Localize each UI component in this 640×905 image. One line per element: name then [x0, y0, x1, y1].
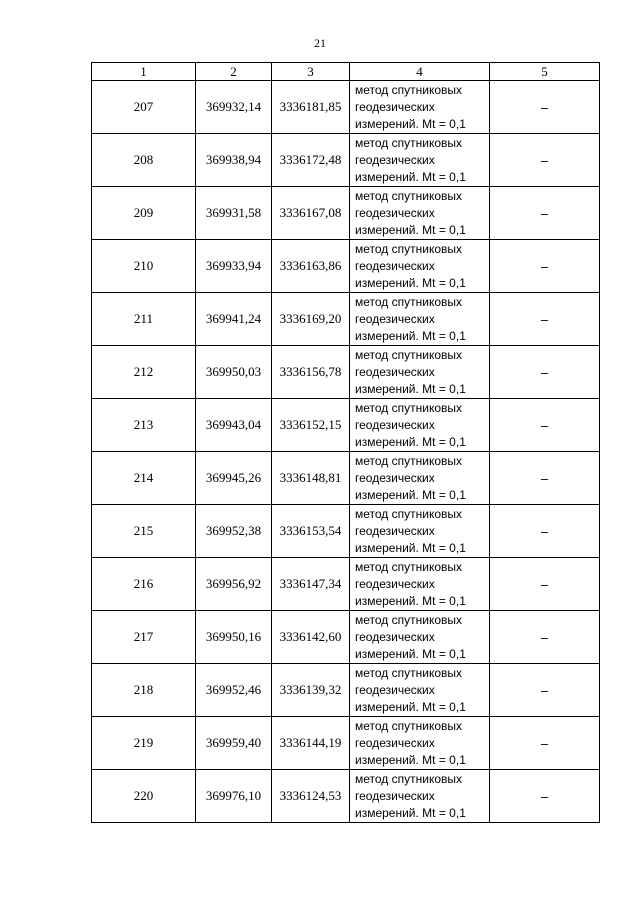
table-row [92, 293, 600, 346]
page-number: 21 [314, 36, 326, 50]
cell-point: 214 [92, 452, 196, 505]
cell-point: 218 [92, 664, 196, 717]
cell-note: – [490, 664, 600, 717]
cell-y-coordinate: 3336169,20 [272, 293, 350, 346]
cell-method: метод спутниковых геодезических измерений. Mt = 0,1 [350, 611, 490, 664]
header-cell-point: 1 [92, 63, 196, 81]
cell-method: метод спутниковых геодезических измерений. Mt = 0,1 [350, 134, 490, 187]
table-row [92, 240, 600, 293]
cell-method: метод спутниковых геодезических измерений. Mt = 0,1 [350, 717, 490, 770]
cell-x-coordinate: 369950,03 [196, 346, 272, 399]
cell-x-coordinate: 369933,94 [196, 240, 272, 293]
cell-y-coordinate: 3336124,53 [272, 770, 350, 823]
cell-y-coordinate: 3336156,78 [272, 346, 350, 399]
cell-method: метод спутниковых геодезических измерений. Mt = 0,1 [350, 187, 490, 240]
cell-point: 215 [92, 505, 196, 558]
table-row [92, 187, 600, 240]
cell-note: – [490, 293, 600, 346]
table-row [92, 399, 600, 452]
cell-x-coordinate: 369943,04 [196, 399, 272, 452]
cell-point: 209 [92, 187, 196, 240]
cell-y-coordinate: 3336147,34 [272, 558, 350, 611]
cell-point: 212 [92, 346, 196, 399]
cell-method: метод спутниковых геодезических измерений. Mt = 0,1 [350, 770, 490, 823]
cell-x-coordinate: 369952,46 [196, 664, 272, 717]
table-row [92, 346, 600, 399]
cell-y-coordinate: 3336167,08 [272, 187, 350, 240]
cell-method: метод спутниковых геодезических измерений. Mt = 0,1 [350, 664, 490, 717]
cell-note: – [490, 240, 600, 293]
cell-point: 216 [92, 558, 196, 611]
cell-note: – [490, 399, 600, 452]
table-row [92, 611, 600, 664]
cell-point: 208 [92, 134, 196, 187]
table-row [92, 664, 600, 717]
cell-point: 210 [92, 240, 196, 293]
cell-x-coordinate: 369950,16 [196, 611, 272, 664]
header-cell-y: 3 [272, 63, 350, 81]
cell-note: – [490, 505, 600, 558]
cell-x-coordinate: 369976,10 [196, 770, 272, 823]
cell-note: – [490, 134, 600, 187]
coordinates-table [91, 62, 600, 823]
cell-note: – [490, 770, 600, 823]
cell-note: – [490, 346, 600, 399]
cell-point: 211 [92, 293, 196, 346]
cell-point: 219 [92, 717, 196, 770]
cell-y-coordinate: 3336181,85 [272, 81, 350, 134]
cell-y-coordinate: 3336142,60 [272, 611, 350, 664]
cell-x-coordinate: 369932,14 [196, 81, 272, 134]
cell-x-coordinate: 369938,94 [196, 134, 272, 187]
cell-y-coordinate: 3336163,86 [272, 240, 350, 293]
cell-note: – [490, 81, 600, 134]
cell-y-coordinate: 3336152,15 [272, 399, 350, 452]
cell-method: метод спутниковых геодезических измерений. Mt = 0,1 [350, 346, 490, 399]
cell-note: – [490, 558, 600, 611]
cell-note: – [490, 717, 600, 770]
cell-y-coordinate: 3336148,81 [272, 452, 350, 505]
cell-y-coordinate: 3336153,54 [272, 505, 350, 558]
header-cell-x: 2 [196, 63, 272, 81]
cell-x-coordinate: 369956,92 [196, 558, 272, 611]
cell-point: 213 [92, 399, 196, 452]
table-header [92, 63, 600, 81]
cell-point: 207 [92, 81, 196, 134]
cell-method: метод спутниковых геодезических измерений. Mt = 0,1 [350, 293, 490, 346]
cell-method: метод спутниковых геодезических измерений. Mt = 0,1 [350, 452, 490, 505]
cell-point: 220 [92, 770, 196, 823]
cell-x-coordinate: 369945,26 [196, 452, 272, 505]
cell-method: метод спутниковых геодезических измерений. Mt = 0,1 [350, 399, 490, 452]
cell-x-coordinate: 369952,38 [196, 505, 272, 558]
table-row [92, 134, 600, 187]
cell-note: – [490, 611, 600, 664]
table-row [92, 558, 600, 611]
cell-y-coordinate: 3336172,48 [272, 134, 350, 187]
cell-x-coordinate: 369941,24 [196, 293, 272, 346]
table-row [92, 717, 600, 770]
cell-y-coordinate: 3336144,19 [272, 717, 350, 770]
table-row [92, 81, 600, 134]
cell-x-coordinate: 369959,40 [196, 717, 272, 770]
table-body [92, 81, 600, 823]
table-row [92, 452, 600, 505]
header-row [92, 63, 600, 81]
cell-method: метод спутниковых геодезических измерений. Mt = 0,1 [350, 505, 490, 558]
header-cell-note: 5 [490, 63, 600, 81]
cell-method: метод спутниковых геодезических измерений. Mt = 0,1 [350, 558, 490, 611]
cell-point: 217 [92, 611, 196, 664]
cell-note: – [490, 187, 600, 240]
table-row [92, 505, 600, 558]
cell-method: метод спутниковых геодезических измерений. Mt = 0,1 [350, 240, 490, 293]
cell-note: – [490, 452, 600, 505]
table-row [92, 770, 600, 823]
cell-method: метод спутниковых геодезических измерений. Mt = 0,1 [350, 81, 490, 134]
cell-y-coordinate: 3336139,32 [272, 664, 350, 717]
cell-x-coordinate: 369931,58 [196, 187, 272, 240]
header-cell-method: 4 [350, 63, 490, 81]
